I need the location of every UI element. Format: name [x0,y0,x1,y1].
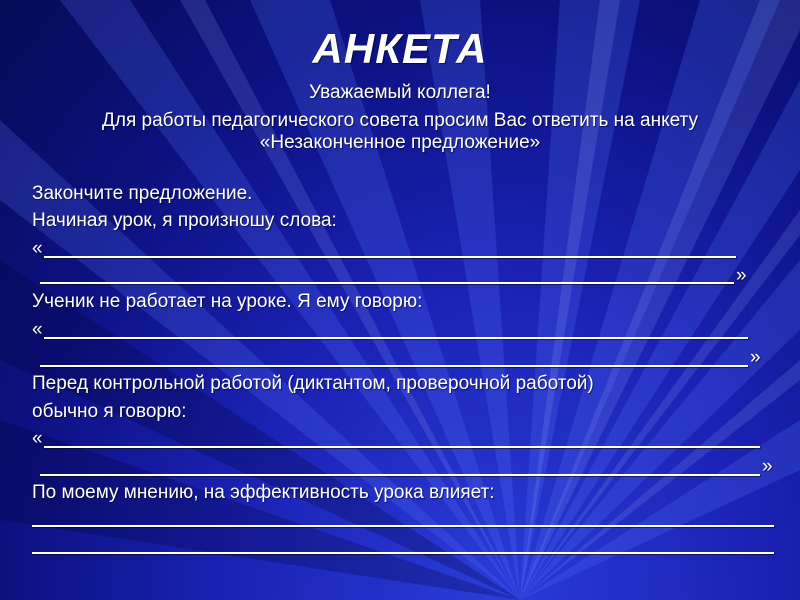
intro-line-1: Для работы педагогического совета просим Вас ответить на анкету [102,110,698,131]
answer-1-line-1[interactable] [44,256,736,258]
answer-3-line-1[interactable] [44,446,760,448]
question-3-line-2: обычно я говорю: [32,401,187,422]
answer-2-line-2[interactable] [40,365,748,367]
answer-2-line-1[interactable] [44,337,748,339]
open-quote-2: « [32,319,43,340]
answer-3-line-2[interactable] [40,474,760,476]
greeting: Уважаемый коллега! [309,82,491,103]
question-2: Ученик не работает на уроке. Я ему говорю: [32,291,423,312]
question-1: Начиная урок, я произношу слова: [32,210,337,231]
slide-title: АНКЕТА [312,25,488,72]
answer-1-line-2[interactable] [40,282,734,284]
open-quote-1: « [32,238,43,259]
open-quote-3: « [32,428,43,449]
instruction: Закончите предложение. [32,183,253,204]
answer-4-line-2[interactable] [32,552,774,554]
close-quote-2: » [750,347,761,368]
question-4: По моему мнению, на эффективность урока влияет: [32,482,495,503]
answer-4-line-1[interactable] [32,525,774,527]
question-3-line-1: Перед контрольной работой (диктантом, проверочной работой) [32,373,594,394]
close-quote-1: » [736,265,747,286]
close-quote-3: » [762,456,773,477]
intro-line-2: «Незаконченное предложение» [259,132,541,153]
